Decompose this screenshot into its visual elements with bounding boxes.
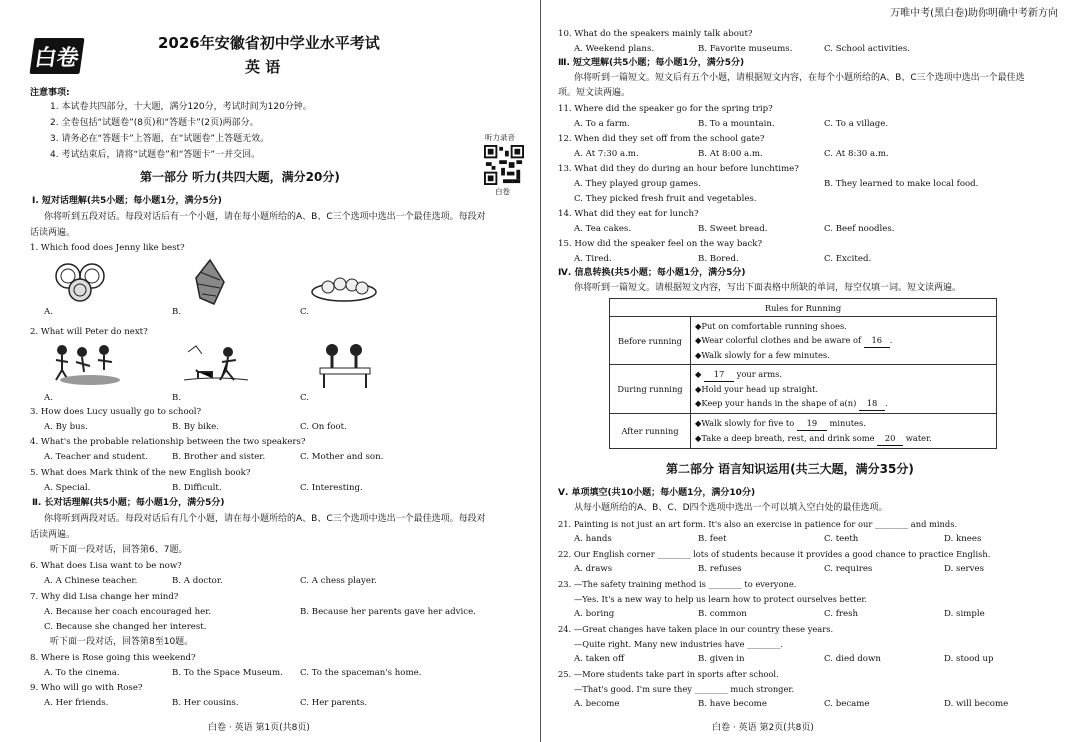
q7-option-b: B. Because her parents gave her advice. (300, 607, 476, 617)
qr-label: 听力录音 (485, 133, 515, 142)
q1-option-a: A. (44, 307, 53, 317)
q3-option-b: B. By bike. (172, 422, 219, 432)
question-24: 24. —Great changes have taken place in our country these years. (558, 624, 834, 634)
q1-option-c: C. (300, 307, 310, 317)
answer-blank-18[interactable]: 18 (859, 396, 885, 411)
planting-trees-image (50, 342, 122, 388)
rule-line: ◆Take a deep breath, rest, and drink some 20 water. (695, 431, 992, 446)
q8-option-b: B. To the Space Museum. (172, 668, 283, 678)
notice-item: 1. 本试卷共四部分，十大题，满分120分，考试时间为120分钟。 (50, 102, 312, 112)
question-12: 12. When did they set off from the school gate? (558, 134, 765, 144)
q9-option-a: A. Her friends. (44, 698, 109, 708)
question-13: 13. What did they do during an hour before lunchtime? (558, 164, 799, 174)
q5-option-a: A. Special. (44, 483, 91, 493)
rule-line: ◆Walk slowly for a few minutes. (695, 350, 830, 360)
question-6: 6. What does Lisa want to be now? (30, 561, 182, 571)
table-header: Rules for Running (610, 299, 997, 317)
section3-instruction: 你将听到一篇短文。短文后有五个小题，请根据短文内容，在每个小题所给的A、B、C三个选项中选出一个最佳选 (574, 73, 1025, 83)
section1-instruction: 话读两遍。 (30, 228, 76, 238)
q25-option-a: A. become (574, 699, 620, 709)
question-8: 8. Where is Rose going this weekend? (30, 653, 196, 663)
q10-option-b: B. Favorite museums. (698, 44, 793, 54)
section3-instruction: 项。短文读两遍。 (558, 88, 631, 98)
q13-option-c: C. They picked fresh fruit and vegetables. (574, 194, 757, 204)
section5-title: Ⅴ. 单项填空(共10小题；每小题1分，满分10分) (558, 488, 756, 498)
qr-code-icon[interactable] (484, 145, 524, 185)
exam-subject: 英 语 (245, 58, 281, 76)
q2-option-b: B. (172, 393, 182, 403)
question-23: 23. —The safety training method is ________ to everyone. (558, 579, 797, 589)
exam-title: 2026年安徽省初中学业水平考试 (158, 34, 380, 52)
question-14: 14. What did they eat for lunch? (558, 209, 699, 219)
answer-blank-16[interactable]: 16 (864, 333, 890, 348)
rule-line: ◆Wear colorful clothes and be aware of 16 . (695, 333, 992, 348)
question-3: 3. How does Lucy usually go to school? (30, 407, 202, 417)
dumplings-image (310, 270, 378, 304)
question-4: 4. What's the probable relationship between the two speakers? (30, 437, 306, 447)
q8-option-c: C. To the spaceman's home. (300, 668, 422, 678)
section1-title: Ⅰ. 短对话理解(共5小题；每小题1分，满分5分) (32, 196, 222, 206)
q14-option-c: C. Beef noodles. (824, 224, 895, 234)
table-row-label: After running (610, 414, 691, 449)
q9-option-b: B. Her cousins. (172, 698, 239, 708)
answer-blank-17[interactable]: 17 (704, 367, 734, 382)
section2-sub-instruction: 听下面一段对话，回答第6、7题。 (50, 545, 188, 555)
q12-option-b: B. At 8:00 a.m. (698, 149, 763, 159)
q21-option-b: B. feet (698, 534, 727, 544)
q5-option-c: C. Interesting. (300, 483, 363, 493)
notice-item: 2. 全卷包括“试题卷”(8页)和“答题卡”(2页)两部分。 (50, 118, 259, 128)
running-rules-table (609, 298, 997, 449)
question-25: 25. —More students take part in sports after school. (558, 669, 779, 679)
q12-option-c: C. At 8:30 a.m. (824, 149, 889, 159)
page-footer-left: 白卷 · 英语 第1页(共8页) (208, 723, 310, 733)
question-11: 11. Where did the speaker go for the spring trip? (558, 104, 773, 114)
mooncakes-image (50, 262, 112, 302)
rule-line: ◆ 17 your arms. (695, 367, 992, 382)
rule-line: ◆Walk slowly for five to 19 minutes. (695, 416, 992, 431)
q23-option-a: A. boring (574, 609, 615, 619)
exam-badge: 白卷 (29, 38, 84, 74)
question-22: 22. Our English corner ________ lots of students because it provides a good chance to practice English. (558, 549, 991, 559)
section1-instruction: 你将听到五段对话。每段对话后有一个小题，请在每小题所给的A、B、C三个选项中选出一个最佳选项。每段对 (44, 212, 486, 222)
notice-item: 3. 请务必在“答题卡”上答题，在“试题卷”上答题无效。 (50, 134, 270, 144)
q4-option-a: A. Teacher and student. (44, 452, 148, 462)
q24-option-a: A. taken off (574, 654, 625, 664)
q9-option-c: C. Her parents. (300, 698, 368, 708)
q7-option-a: A. Because her coach encouraged her. (44, 607, 212, 617)
section3-title: Ⅲ. 短文理解(共5小题；每小题1分，满分5分) (558, 58, 745, 68)
table-row-label: During running (610, 365, 691, 414)
part2-title: 第二部分 语言知识运用(共三大题，满分35分) (666, 462, 914, 476)
q25-option-d: D. will become (944, 699, 1009, 709)
question-21: 21. Painting is not just an art form. It's also an exercise in patience for our ________ and minds. (558, 519, 958, 529)
q11-option-b: B. To a mountain. (698, 119, 775, 129)
q14-option-a: A. Tea cakes. (574, 224, 632, 234)
q22-option-a: A. draws (574, 564, 613, 574)
question-7: 7. Why did Lisa change her mind? (30, 592, 179, 602)
question-10: 10. What do the speakers mainly talk about? (558, 29, 753, 39)
section5-instruction: 从每小题所给的A、B、C、D四个选项中选出一个可以填入空白处的最佳选项。 (574, 503, 888, 513)
q24-option-d: D. stood up (944, 654, 994, 664)
q7-option-c: C. Because she changed her interest. (44, 622, 207, 632)
q22-option-c: C. requires (824, 564, 873, 574)
question-24-reply: —Quite right. Many new industries have ________. (574, 639, 783, 649)
qr-caption: 白卷 (495, 187, 510, 196)
q13-option-a: A. They played group games. (574, 179, 701, 189)
table-row-content (691, 317, 997, 365)
q3-option-c: C. On foot. (300, 422, 347, 432)
notice-heading: 注意事项: (30, 88, 70, 98)
page-divider (540, 0, 541, 742)
question-5: 5. What does Mark think of the new English book? (30, 468, 251, 478)
q15-option-c: C. Excited. (824, 254, 872, 264)
table-row-content (691, 365, 997, 414)
q10-option-a: A. Weekend plans. (574, 44, 655, 54)
q21-option-d: D. knees (944, 534, 982, 544)
part1-title: 第一部分 听力(共四大题，满分20分) (140, 170, 340, 184)
q21-option-c: C. teeth (824, 534, 859, 544)
q15-option-b: B. Bored. (698, 254, 739, 264)
q1-option-b: B. (172, 307, 182, 317)
rule-line: ◆Keep your hands in the shape of a(n) 18 . (695, 396, 992, 411)
page-footer-right: 白卷 · 英语 第2页(共8页) (712, 723, 814, 733)
question-23-reply: —Yes. It's a new way to help us learn how to protect ourselves better. (574, 594, 868, 604)
notice-item: 4. 考试结束后，请将“试题卷”和“答题卡”一并交回。 (50, 150, 261, 160)
q21-option-a: A. hands (574, 534, 612, 544)
q24-option-b: B. given in (698, 654, 745, 664)
q23-option-c: C. fresh (824, 609, 859, 619)
rule-line: ◆Hold your head up straight. (695, 384, 819, 394)
q25-option-c: C. became (824, 699, 870, 709)
q25-option-b: B. have become (698, 699, 767, 709)
answer-blank-20[interactable]: 20 (877, 431, 903, 446)
question-15: 15. How did the speaker feel on the way back? (558, 239, 763, 249)
section2-sub-instruction: 听下面一段对话，回答第8至10题。 (50, 637, 194, 647)
q4-option-b: B. Brother and sister. (172, 452, 266, 462)
q11-option-c: C. To a village. (824, 119, 889, 129)
q3-option-a: A. By bus. (44, 422, 88, 432)
q11-option-a: A. To a farm. (574, 119, 630, 129)
zongzi-image (190, 258, 230, 306)
question-9: 9. Who will go with Rose? (30, 683, 143, 693)
q24-option-c: C. died down (824, 654, 881, 664)
q23-option-b: B. common (698, 609, 747, 619)
q2-option-c: C. (300, 393, 310, 403)
question-2: 2. What will Peter do next? (30, 327, 148, 337)
q6-option-a: A. A Chinese teacher. (44, 576, 138, 586)
section4-instruction: 你将听到一篇短文。请根据短文内容，写出下面表格中所缺的单词，每空仅填一词。短文读两遍。 (574, 283, 962, 293)
question-1: 1. Which food does Jenny like best? (30, 243, 185, 253)
rule-line: ◆Put on comfortable running shoes. (695, 321, 847, 331)
answer-blank-19[interactable]: 19 (797, 416, 827, 431)
students-studying-image (314, 340, 376, 390)
q10-option-c: C. School activities. (824, 44, 910, 54)
section2-instruction: 话读两遍。 (30, 530, 76, 540)
q2-option-a: A. (44, 393, 53, 403)
header-slogan: 万唯中考(黑白卷)助你明确中考新方向 (890, 8, 1058, 19)
q23-option-d: D. simple (944, 609, 985, 619)
q6-option-c: C. A chess player. (300, 576, 377, 586)
section4-title: Ⅳ. 信息转换(共5小题；每小题1分，满分5分) (558, 268, 746, 278)
table-row-label: Before running (610, 317, 691, 365)
q8-option-a: A. To the cinema. (44, 668, 120, 678)
section2-title: Ⅱ. 长对话理解(共5小题；每小题1分，满分5分) (32, 498, 225, 508)
q13-option-b: B. They learned to make local food. (824, 179, 979, 189)
q14-option-b: B. Sweet bread. (698, 224, 768, 234)
q6-option-b: B. A doctor. (172, 576, 223, 586)
q4-option-c: C. Mother and son. (300, 452, 384, 462)
question-25-reply: —That's good. I'm sure they ________ much stronger. (574, 684, 795, 694)
q12-option-a: A. At 7:30 a.m. (574, 149, 639, 159)
q22-option-b: B. refuses (698, 564, 742, 574)
q5-option-b: B. Difficult. (172, 483, 222, 493)
section2-instruction: 你将听到两段对话。每段对话后有几个小题，请在每小题所给的A、B、C三个选项中选出一个最佳选项。每段对 (44, 514, 486, 524)
walking-dog-image (182, 342, 250, 388)
q15-option-a: A. Tired. (574, 254, 612, 264)
table-row-content (691, 414, 997, 449)
q22-option-d: D. serves (944, 564, 985, 574)
